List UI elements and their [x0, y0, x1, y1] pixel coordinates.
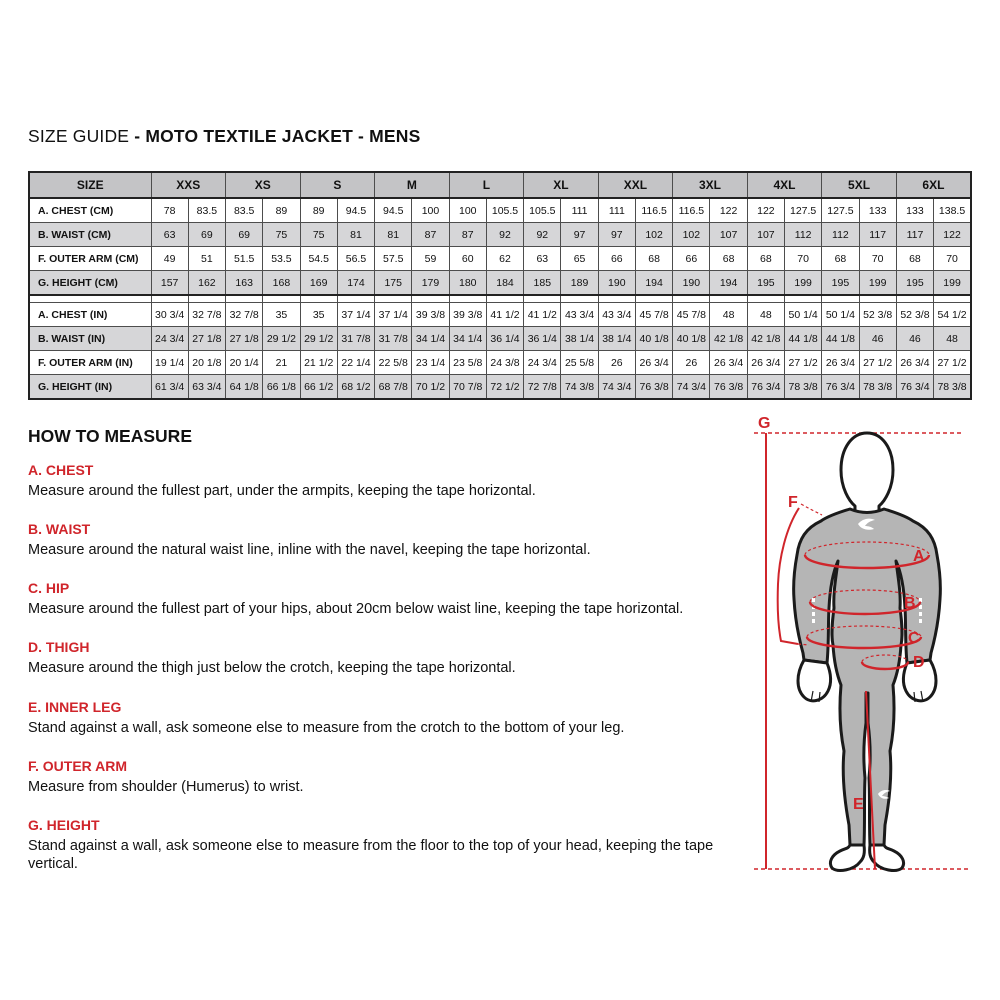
- table-cell: 52 3/8: [859, 303, 896, 327]
- outer-arm-dashed-top: [801, 504, 822, 515]
- table-cell: 111: [598, 198, 635, 223]
- table-row: [29, 271, 971, 296]
- measure-section-text: Stand against a wall, ask someone else to measure from the crotch to the bottom of your leg.: [28, 719, 625, 736]
- table-cell: 50 1/4: [822, 303, 859, 327]
- table-cell: 190: [673, 271, 710, 296]
- table-cell: 26 3/4: [747, 351, 784, 375]
- table-cell: 87: [412, 223, 449, 247]
- table-cell: 199: [859, 271, 896, 296]
- table-row: [29, 375, 971, 400]
- table-cell: 190: [598, 271, 635, 296]
- table-cell: 27 1/8: [188, 327, 225, 351]
- table-cell: 57.5: [375, 247, 412, 271]
- table-cell: 194: [710, 271, 747, 296]
- table-cell: 175: [375, 271, 412, 296]
- table-cell: 66 1/8: [263, 375, 300, 400]
- table-cell: 70: [934, 247, 971, 271]
- separator-cell: [859, 295, 896, 303]
- table-cell: 41 1/2: [524, 303, 561, 327]
- table-cell: 116.5: [635, 198, 672, 223]
- table-cell: 195: [822, 271, 859, 296]
- measure-section-text: Measure around the thigh just below the crotch, keeping the tape horizontal.: [28, 660, 516, 677]
- table-cell: 78 3/8: [934, 375, 971, 400]
- table-cell: 87: [449, 223, 486, 247]
- row-label-cell: F. OUTER ARM (CM): [29, 247, 151, 271]
- measure-section: [28, 758, 738, 796]
- separator-cell: [710, 295, 747, 303]
- table-cell: 27 1/2: [859, 351, 896, 375]
- figure-label-thigh: D: [913, 654, 925, 671]
- table-cell: 107: [710, 223, 747, 247]
- table-cell: 112: [822, 223, 859, 247]
- table-cell: 19 1/4: [151, 351, 188, 375]
- table-cell: 44 1/8: [785, 327, 822, 351]
- table-cell: 184: [486, 271, 523, 296]
- table-cell: 133: [859, 198, 896, 223]
- size-column-header: M: [375, 172, 450, 198]
- table-cell: 133: [896, 198, 933, 223]
- table-cell: 78 3/8: [859, 375, 896, 400]
- table-row: [29, 303, 971, 327]
- table-cell: 68 7/8: [375, 375, 412, 400]
- table-row: [29, 198, 971, 223]
- table-cell: 195: [747, 271, 784, 296]
- table-cell: 63 3/4: [188, 375, 225, 400]
- table-cell: 117: [859, 223, 896, 247]
- table-cell: 24 3/4: [151, 327, 188, 351]
- table-cell: 53.5: [263, 247, 300, 271]
- table-cell: 59: [412, 247, 449, 271]
- table-cell: 107: [747, 223, 784, 247]
- table-cell: 54.5: [300, 247, 337, 271]
- table-cell: 83.5: [226, 198, 263, 223]
- table-cell: 48: [710, 303, 747, 327]
- table-cell: 60: [449, 247, 486, 271]
- size-table-header: [29, 172, 971, 198]
- table-cell: 78 3/8: [785, 375, 822, 400]
- separator-cell: [151, 295, 188, 303]
- table-cell: 63: [151, 223, 188, 247]
- row-label-cell: G. HEIGHT (CM): [29, 271, 151, 296]
- table-cell: 64 1/8: [226, 375, 263, 400]
- separator-cell: [29, 295, 151, 303]
- table-cell: 43 3/4: [598, 303, 635, 327]
- table-cell: 46: [896, 327, 933, 351]
- table-cell: 169: [300, 271, 337, 296]
- size-column-header: 5XL: [822, 172, 897, 198]
- table-cell: 45 7/8: [673, 303, 710, 327]
- separator-cell: [635, 295, 672, 303]
- table-cell: 162: [188, 271, 225, 296]
- table-cell: 66 1/2: [300, 375, 337, 400]
- table-cell: 42 1/8: [710, 327, 747, 351]
- table-cell: 102: [635, 223, 672, 247]
- separator-cell: [896, 295, 933, 303]
- table-cell: 100: [449, 198, 486, 223]
- table-cell: 69: [188, 223, 225, 247]
- table-cell: 27 1/2: [934, 351, 971, 375]
- table-cell: 52 3/8: [896, 303, 933, 327]
- table-cell: 70 7/8: [449, 375, 486, 400]
- left-hand-shape: [798, 660, 831, 701]
- separator-cell: [449, 295, 486, 303]
- table-cell: 45 7/8: [635, 303, 672, 327]
- separator-cell: [188, 295, 225, 303]
- table-cell: 36 1/4: [486, 327, 523, 351]
- separator-cell: [375, 295, 412, 303]
- separator-cell: [263, 295, 300, 303]
- measure-section-text: Measure around the fullest part of your hips, about 20cm below waist line, keeping the tape horizontal.: [28, 601, 684, 618]
- size-column-header: XXS: [151, 172, 226, 198]
- table-cell: 70: [859, 247, 896, 271]
- table-cell: 97: [561, 223, 598, 247]
- table-cell: 68: [822, 247, 859, 271]
- size-column-header: XL: [524, 172, 599, 198]
- table-cell: 74 3/4: [598, 375, 635, 400]
- row-label-cell: A. CHEST (CM): [29, 198, 151, 223]
- left-foot-shape: [830, 845, 864, 870]
- table-cell: 54 1/2: [934, 303, 971, 327]
- table-cell: 76 3/4: [747, 375, 784, 400]
- separator-cell: [337, 295, 374, 303]
- how-to-measure-heading: HOW TO MEASURE: [28, 426, 192, 446]
- separator-cell: [300, 295, 337, 303]
- table-cell: 35: [263, 303, 300, 327]
- table-cell: 117: [896, 223, 933, 247]
- table-cell: 199: [785, 271, 822, 296]
- size-column-header: 6XL: [896, 172, 971, 198]
- separator-cell: [822, 295, 859, 303]
- figure-label-inner-leg: E: [853, 796, 864, 813]
- measure-section: [28, 639, 738, 677]
- table-cell: 23 1/4: [412, 351, 449, 375]
- table-cell: 92: [486, 223, 523, 247]
- measure-section-heading: E. INNER LEG: [28, 698, 122, 715]
- size-column-header: L: [449, 172, 524, 198]
- size-table: [28, 171, 972, 400]
- table-cell: 20 1/4: [226, 351, 263, 375]
- table-cell: 46: [859, 327, 896, 351]
- table-cell: 194: [635, 271, 672, 296]
- table-cell: 48: [934, 327, 971, 351]
- table-cell: 38 1/4: [561, 327, 598, 351]
- table-cell: 105.5: [524, 198, 561, 223]
- table-cell: 76 3/4: [896, 375, 933, 400]
- table-cell: 195: [896, 271, 933, 296]
- table-cell: 138.5: [934, 198, 971, 223]
- table-cell: 94.5: [375, 198, 412, 223]
- table-cell: 40 1/8: [673, 327, 710, 351]
- measure-section-heading: F. OUTER ARM: [28, 757, 128, 774]
- table-cell: 34 1/4: [449, 327, 486, 351]
- table-cell: 29 1/2: [300, 327, 337, 351]
- measure-section: [28, 462, 738, 500]
- table-cell: 20 1/8: [188, 351, 225, 375]
- table-cell: 26 3/4: [822, 351, 859, 375]
- table-cell: 75: [263, 223, 300, 247]
- table-cell: 163: [226, 271, 263, 296]
- table-cell: 32 7/8: [188, 303, 225, 327]
- page-title-bold: - MOTO TEXTILE JACKET - MENS: [134, 126, 421, 146]
- table-cell: 83.5: [188, 198, 225, 223]
- table-cell: 199: [934, 271, 971, 296]
- table-cell: 68: [747, 247, 784, 271]
- measure-section: [28, 699, 738, 737]
- measure-section: [28, 817, 738, 873]
- table-cell: 179: [412, 271, 449, 296]
- table-cell: 72 7/8: [524, 375, 561, 400]
- table-cell: 62: [486, 247, 523, 271]
- separator-cell: [598, 295, 635, 303]
- table-cell: 122: [710, 198, 747, 223]
- table-cell: 68: [710, 247, 747, 271]
- table-row: [29, 351, 971, 375]
- row-label-cell: G. HEIGHT (IN): [29, 375, 151, 400]
- table-cell: 26: [598, 351, 635, 375]
- table-cell: 42 1/8: [747, 327, 784, 351]
- table-cell: 122: [747, 198, 784, 223]
- table-cell: 43 3/4: [561, 303, 598, 327]
- separator-cell: [785, 295, 822, 303]
- measure-section-heading: B. WAIST: [28, 521, 91, 538]
- table-cell: 89: [263, 198, 300, 223]
- table-cell: 116.5: [673, 198, 710, 223]
- table-cell: 70 1/2: [412, 375, 449, 400]
- figure-label-height: G: [758, 415, 771, 432]
- size-table-corner-header: SIZE: [29, 172, 151, 198]
- table-cell: 76 3/8: [635, 375, 672, 400]
- page-title: [28, 126, 421, 147]
- separator-cell: [747, 295, 784, 303]
- table-cell: 76 3/8: [710, 375, 747, 400]
- measure-section-text: Measure around the fullest part, under the armpits, keeping the tape horizontal.: [28, 483, 536, 499]
- measure-section-heading: C. HIP: [28, 580, 70, 597]
- table-cell: 24 3/4: [524, 351, 561, 375]
- table-cell: 21 1/2: [300, 351, 337, 375]
- measure-section: [28, 521, 738, 559]
- table-cell: 29 1/2: [263, 327, 300, 351]
- table-cell: 39 3/8: [449, 303, 486, 327]
- table-cell: 65: [561, 247, 598, 271]
- table-cell: 68 1/2: [337, 375, 374, 400]
- table-cell: 189: [561, 271, 598, 296]
- table-cell: 111: [561, 198, 598, 223]
- measure-section: [28, 580, 738, 618]
- measure-section-text: Measure from shoulder (Humerus) to wrist.: [28, 778, 304, 795]
- table-cell: 180: [449, 271, 486, 296]
- table-cell: 122: [934, 223, 971, 247]
- table-cell: 26 3/4: [710, 351, 747, 375]
- row-label-cell: B. WAIST (CM): [29, 223, 151, 247]
- figure-label-hip: C: [908, 630, 920, 647]
- measure-section-text: Measure around the natural waist line, inline with the navel, keeping the tape horizontal.: [28, 542, 591, 559]
- table-cell: 100: [412, 198, 449, 223]
- table-cell: 157: [151, 271, 188, 296]
- table-cell: 22 5/8: [375, 351, 412, 375]
- head-shape: [841, 433, 893, 513]
- table-cell: 61 3/4: [151, 375, 188, 400]
- figure-label-waist: B: [904, 595, 916, 612]
- measure-section-heading: G. HEIGHT: [28, 816, 100, 833]
- table-cell: 34 1/4: [412, 327, 449, 351]
- size-column-header: 4XL: [747, 172, 822, 198]
- separator-cell: [561, 295, 598, 303]
- table-cell: 66: [598, 247, 635, 271]
- table-cell: 49: [151, 247, 188, 271]
- table-cell: 27 1/2: [785, 351, 822, 375]
- table-cell: 168: [263, 271, 300, 296]
- figure-label-chest: A: [913, 548, 925, 565]
- measure-section-heading: D. THIGH: [28, 639, 90, 656]
- size-column-header: S: [300, 172, 375, 198]
- table-cell: 23 5/8: [449, 351, 486, 375]
- table-cell: 37 1/4: [337, 303, 374, 327]
- table-cell: 40 1/8: [635, 327, 672, 351]
- table-cell: 68: [635, 247, 672, 271]
- table-cell: 127.5: [785, 198, 822, 223]
- table-cell: 127.5: [822, 198, 859, 223]
- row-label-cell: A. CHEST (IN): [29, 303, 151, 327]
- table-cell: 76 3/4: [822, 375, 859, 400]
- size-column-header: XXL: [598, 172, 673, 198]
- table-cell: 26 3/4: [635, 351, 672, 375]
- page-title-normal: SIZE GUIDE: [28, 126, 130, 146]
- separator-cell: [934, 295, 971, 303]
- separator-cell: [524, 295, 561, 303]
- table-cell: 51: [188, 247, 225, 271]
- table-cell: 31 7/8: [375, 327, 412, 351]
- separator-cell: [412, 295, 449, 303]
- table-cell: 72 1/2: [486, 375, 523, 400]
- table-cell: 185: [524, 271, 561, 296]
- table-cell: 27 1/8: [226, 327, 263, 351]
- measure-section-text: Stand against a wall, ask someone else to measure from the floor to the top of your head, keeping the tape vertical.: [28, 837, 714, 872]
- table-cell: 68: [896, 247, 933, 271]
- table-cell: 48: [747, 303, 784, 327]
- table-cell: 112: [785, 223, 822, 247]
- table-cell: 35: [300, 303, 337, 327]
- table-separator-row: [29, 295, 971, 303]
- row-label-cell: B. WAIST (IN): [29, 327, 151, 351]
- table-cell: 50 1/4: [785, 303, 822, 327]
- table-cell: 41 1/2: [486, 303, 523, 327]
- table-cell: 89: [300, 198, 337, 223]
- body-figure: [742, 412, 985, 890]
- table-cell: 81: [375, 223, 412, 247]
- table-cell: 102: [673, 223, 710, 247]
- table-cell: 74 3/4: [673, 375, 710, 400]
- table-row: [29, 327, 971, 351]
- table-cell: 24 3/8: [486, 351, 523, 375]
- table-cell: 21: [263, 351, 300, 375]
- table-cell: 81: [337, 223, 374, 247]
- table-cell: 74 3/8: [561, 375, 598, 400]
- table-cell: 31 7/8: [337, 327, 374, 351]
- table-cell: 69: [226, 223, 263, 247]
- size-column-header: XS: [226, 172, 301, 198]
- table-cell: 56.5: [337, 247, 374, 271]
- table-cell: 105.5: [486, 198, 523, 223]
- table-cell: 63: [524, 247, 561, 271]
- table-row: [29, 223, 971, 247]
- table-cell: 174: [337, 271, 374, 296]
- separator-cell: [673, 295, 710, 303]
- table-cell: 37 1/4: [375, 303, 412, 327]
- table-cell: 22 1/4: [337, 351, 374, 375]
- figure-label-outer-arm: F: [788, 494, 798, 511]
- table-cell: 38 1/4: [598, 327, 635, 351]
- table-cell: 36 1/4: [524, 327, 561, 351]
- size-column-header: 3XL: [673, 172, 748, 198]
- table-cell: 92: [524, 223, 561, 247]
- table-cell: 26 3/4: [896, 351, 933, 375]
- table-cell: 51.5: [226, 247, 263, 271]
- table-cell: 75: [300, 223, 337, 247]
- table-cell: 44 1/8: [822, 327, 859, 351]
- table-cell: 32 7/8: [226, 303, 263, 327]
- table-cell: 39 3/8: [412, 303, 449, 327]
- table-cell: 25 5/8: [561, 351, 598, 375]
- table-cell: 94.5: [337, 198, 374, 223]
- row-label-cell: F. OUTER ARM (IN): [29, 351, 151, 375]
- table-cell: 97: [598, 223, 635, 247]
- table-cell: 30 3/4: [151, 303, 188, 327]
- table-cell: 70: [785, 247, 822, 271]
- table-cell: 66: [673, 247, 710, 271]
- measure-section-heading: A. CHEST: [28, 462, 94, 478]
- how-to-measure-sections: [28, 462, 738, 894]
- separator-cell: [226, 295, 263, 303]
- table-cell: 26: [673, 351, 710, 375]
- table-cell: 78: [151, 198, 188, 223]
- table-row: [29, 247, 971, 271]
- separator-cell: [486, 295, 523, 303]
